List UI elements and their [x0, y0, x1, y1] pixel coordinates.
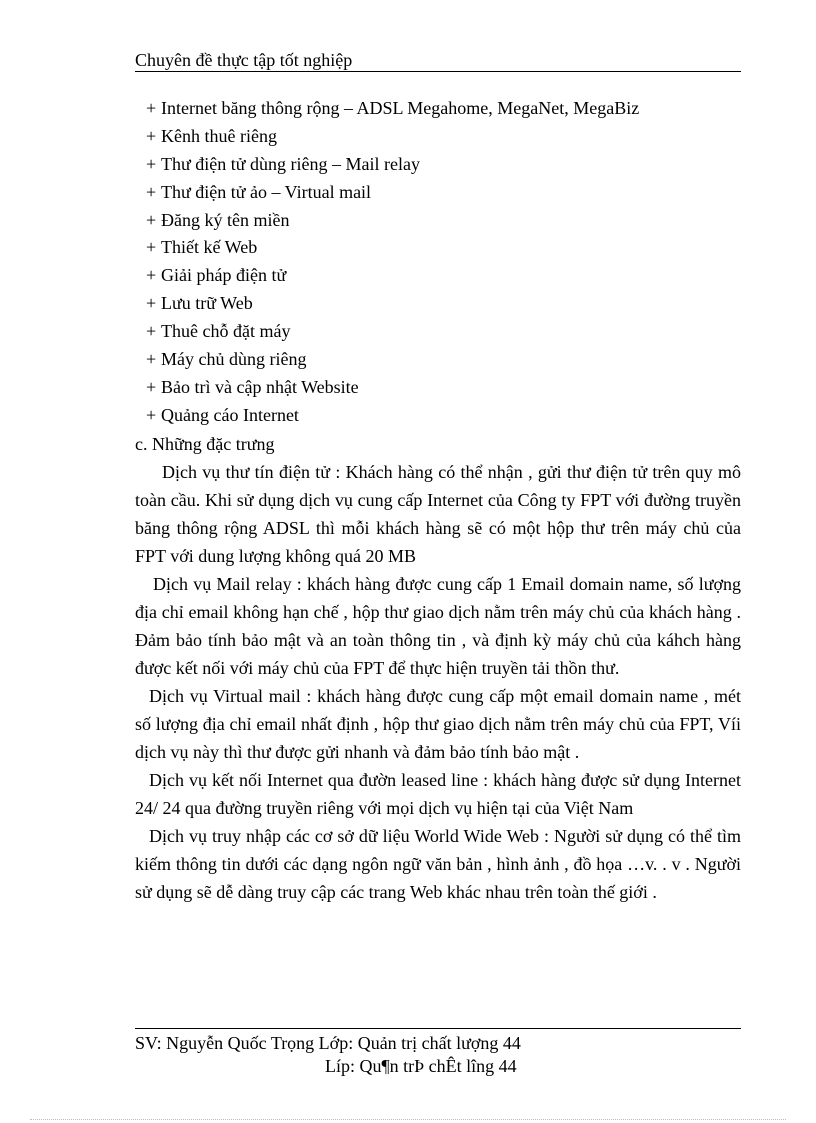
list-item — [135, 123, 741, 151]
list-item — [135, 151, 741, 179]
list-item — [135, 95, 741, 123]
list-item — [135, 290, 741, 318]
paragraph-leased-line: Dịch vụ kết nối Internet qua đườn leased line : khách hàng được sử dụng Internet 24/ 24 qua đường truyền riêng với mọi dịch vụ hiện tại của Việt Nam — [135, 769, 741, 818]
list-item-text: Bảo trì và cập nhật Website — [161, 376, 359, 397]
list-item-text: Thiết kế Web — [161, 237, 258, 258]
plus-icon: + — [146, 98, 157, 118]
paragraph-mail-relay: Dịch vụ Mail relay : khách hàng được cung cấp 1 Email domain name, số lượng địa chỉ email không hạn chế , hộp thư giao dịch nằm trên máy chủ của khách hàng . Đảm bảo tính bảo mật và an toàn thông tin , và định kỳ máy chủ của káhch hàng được kết nối với máy chủ của FPT để thực hiện truyền tải thồn thư. — [135, 573, 741, 678]
list-item — [135, 207, 741, 235]
list-item-text: Máy chủ dùng riêng — [161, 349, 307, 370]
list-item-text: Thư điện tử ảo – Virtual mail — [161, 181, 372, 202]
list-item-text: Quảng cáo Internet — [161, 404, 299, 425]
list-item-text: Kênh thuê riêng — [161, 125, 277, 146]
plus-icon: + — [146, 265, 157, 286]
list-item — [135, 179, 741, 207]
plus-icon: + — [146, 209, 157, 230]
list-item-text: Giải pháp điện tử — [161, 265, 287, 286]
header-title: Chuyên đề thực tập tốt nghiệp — [135, 50, 353, 70]
list-item-text: Thuê chỗ đặt máy — [161, 321, 291, 342]
plus-icon: + — [146, 153, 157, 174]
footer-divider — [135, 1028, 741, 1029]
paragraph-www-access: Dịch vụ truy nhập các cơ sở dữ liệu World Wide Web : Người sử dụng có thể tìm kiếm thông tin dưới các dạng ngôn ngữ văn bản , hình ảnh , đồ họa …v. . v . Người sử dụng sẽ dễ dàng truy cập các trang Web khác nhau trên toàn thế giới . — [135, 825, 741, 902]
list-item-text: Lưu trữ Web — [161, 293, 253, 314]
page-content — [135, 95, 741, 906]
list-item-text: Internet băng thông rộng – ADSL Megahome, MegaNet, MegaBiz — [161, 98, 640, 118]
paragraph-virtual-mail: Dịch vụ Virtual mail : khách hàng được cung cấp một email domain name , mét số lượng địa chỉ email nhất định , hộp thư giao dịch nằm trên máy chủ của FPT, Víi dịch vụ này thì thư được gửi nhanh và đảm bảo tính bảo mật . — [135, 685, 741, 762]
header-divider — [135, 71, 741, 72]
list-item — [135, 318, 741, 346]
section-heading: c. Những đặc trưng — [135, 433, 275, 454]
plus-icon: + — [146, 376, 157, 397]
footer-class-info: Líp: Qu¶n trÞ chÊt lîng 44 — [325, 1056, 517, 1076]
paragraph-email-service: Dịch vụ thư tín điện tử : Khách hàng có thể nhận , gửi thư điện tử trên quy mô toàn cầu. Khi sử dụng dịch vụ cung cấp Internet của Công ty FPT với đường truyền băng thông rộng ADSL thì mỗi khách hàng sẽ có một hộp thư trên máy chủ của FPT với dung lượng không quá 20 MB — [135, 461, 741, 566]
plus-icon: + — [146, 181, 157, 202]
services-list — [135, 95, 741, 430]
plus-icon: + — [146, 321, 157, 342]
list-item — [135, 262, 741, 290]
list-item — [135, 346, 741, 374]
plus-icon: + — [146, 404, 157, 425]
list-item — [135, 374, 741, 402]
plus-icon: + — [146, 125, 157, 146]
list-item-text: Đăng ký tên miền — [161, 209, 290, 230]
footer-student-info: SV: Nguyễn Quốc Trọng Lớp: Quản trị chất lượng 44 — [135, 1033, 521, 1053]
plus-icon: + — [146, 349, 157, 370]
list-item-text: Thư điện tử dùng riêng – Mail relay — [161, 153, 420, 174]
list-item — [135, 402, 741, 430]
list-item — [135, 234, 741, 262]
plus-icon: + — [146, 237, 157, 258]
page-bottom-edge — [30, 1119, 786, 1120]
plus-icon: + — [146, 293, 157, 314]
